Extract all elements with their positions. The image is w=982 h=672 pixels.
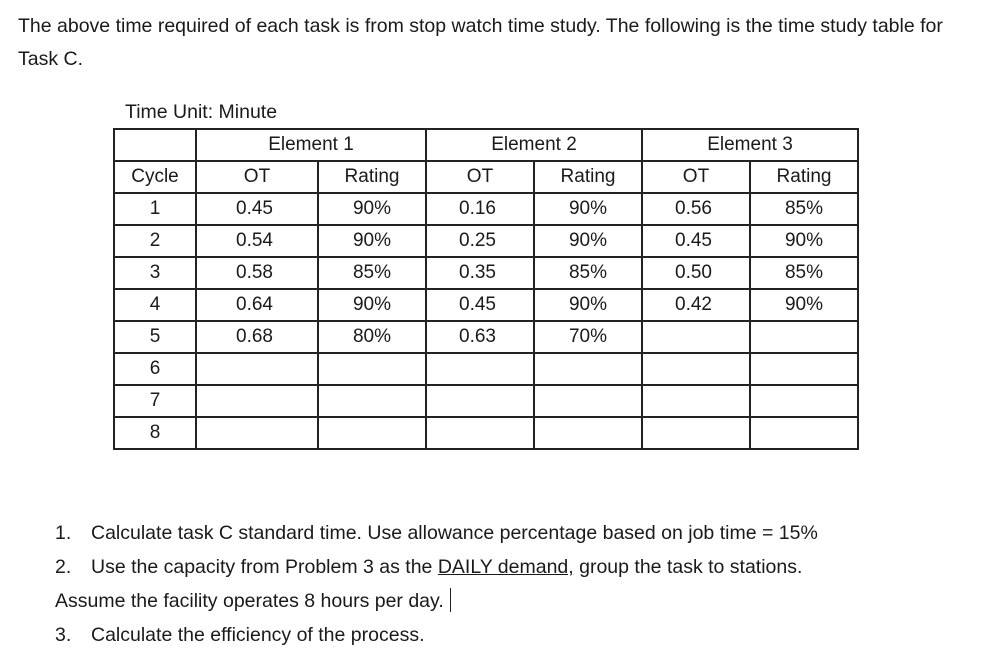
element-1-ot-cell [196, 353, 318, 385]
element-2-rating-cell [534, 385, 642, 417]
element-1-ot-cell: 0.64 [196, 289, 318, 321]
element-3-ot-cell [642, 353, 750, 385]
table-row [114, 257, 858, 289]
element-1-rating-cell: 90% [318, 193, 426, 225]
question-text: Calculate the efficiency of the process. [91, 624, 425, 646]
element-2-ot-cell [426, 385, 534, 417]
table-row [114, 289, 858, 321]
element-3-header: Element 3 [642, 129, 858, 161]
element-1-rating-header: Rating [318, 161, 426, 193]
element-2-ot-cell: 0.16 [426, 193, 534, 225]
element-1-rating-cell: 80% [318, 321, 426, 353]
table-row [114, 321, 858, 353]
element-1-ot-header: OT [196, 161, 318, 193]
element-2-ot-cell: 0.35 [426, 257, 534, 289]
element-3-rating-cell: 90% [750, 289, 858, 321]
cycle-cell: 5 [114, 321, 196, 353]
question-text: Calculate task C standard time. Use allowance percentage based on job time = 15% [91, 522, 818, 544]
cycle-cell: 2 [114, 225, 196, 257]
element-1-ot-cell [196, 385, 318, 417]
text-cursor [450, 588, 451, 612]
element-3-rating-header: Rating [750, 161, 858, 193]
element-2-ot-header: OT [426, 161, 534, 193]
element-3-rating-cell: 85% [750, 257, 858, 289]
element-2-rating-cell: 90% [534, 289, 642, 321]
question-2 [55, 550, 955, 584]
element-1-rating-cell: 90% [318, 289, 426, 321]
table-row [114, 417, 858, 449]
intro-paragraph: The above time required of each task is from stop watch time study. The following is the time study table for Task C. [18, 15, 943, 70]
element-2-ot-cell [426, 417, 534, 449]
question-number: 2. [55, 556, 72, 578]
cycle-cell: 4 [114, 289, 196, 321]
element-1-rating-cell [318, 417, 426, 449]
element-2-ot-cell: 0.45 [426, 289, 534, 321]
element-2-header: Element 2 [426, 129, 642, 161]
cycle-cell: 6 [114, 353, 196, 385]
element-3-ot-cell: 0.45 [642, 225, 750, 257]
element-3-ot-cell: 0.56 [642, 193, 750, 225]
cycle-cell: 1 [114, 193, 196, 225]
table-row [114, 353, 858, 385]
time-study-table [113, 128, 859, 450]
element-3-ot-cell [642, 321, 750, 353]
question-1 [55, 516, 955, 550]
element-2-ot-cell: 0.25 [426, 225, 534, 257]
empty-corner-cell [114, 129, 196, 161]
question-text: Use the capacity from Problem 3 as the [91, 556, 438, 578]
time-unit-label: Time Unit: Minute [125, 101, 278, 123]
element-2-rating-cell: 70% [534, 321, 642, 353]
element-1-rating-cell: 85% [318, 257, 426, 289]
table-row [114, 385, 858, 417]
element-1-ot-cell: 0.58 [196, 257, 318, 289]
element-3-ot-header: OT [642, 161, 750, 193]
element-3-ot-cell: 0.50 [642, 257, 750, 289]
table-row [114, 225, 858, 257]
element-2-ot-cell [426, 353, 534, 385]
element-3-rating-cell [750, 417, 858, 449]
element-1-header: Element 1 [196, 129, 426, 161]
element-1-ot-cell: 0.68 [196, 321, 318, 353]
table-row [114, 193, 858, 225]
element-3-ot-cell [642, 385, 750, 417]
column-header-row [114, 161, 858, 193]
question-number: 3. [55, 624, 72, 646]
element-1-rating-cell [318, 385, 426, 417]
element-2-rating-cell: 85% [534, 257, 642, 289]
element-1-rating-cell [318, 353, 426, 385]
element-header-row [114, 129, 858, 161]
question-number: 1. [55, 522, 72, 544]
cycle-cell: 8 [114, 417, 196, 449]
element-2-rating-cell [534, 417, 642, 449]
cycle-cell: 3 [114, 257, 196, 289]
element-2-rating-cell: 90% [534, 193, 642, 225]
element-3-rating-cell [750, 321, 858, 353]
element-1-ot-cell: 0.54 [196, 225, 318, 257]
element-2-ot-cell: 0.63 [426, 321, 534, 353]
element-2-rating-cell [534, 353, 642, 385]
element-1-ot-cell: 0.45 [196, 193, 318, 225]
cycle-header: Cycle [114, 161, 196, 193]
element-3-rating-cell [750, 385, 858, 417]
element-1-ot-cell [196, 417, 318, 449]
question-text-end: group the task to stations. [573, 556, 803, 578]
question-3 [55, 618, 955, 652]
question-2-continuation [55, 584, 955, 618]
cycle-cell: 7 [114, 385, 196, 417]
question-text: Assume the facility operates 8 hours per day. [55, 590, 444, 612]
underlined-text: DAILY demand, [437, 556, 574, 578]
element-3-ot-cell [642, 417, 750, 449]
element-3-ot-cell: 0.42 [642, 289, 750, 321]
element-1-rating-cell: 90% [318, 225, 426, 257]
element-2-rating-header: Rating [534, 161, 642, 193]
element-3-rating-cell: 90% [750, 225, 858, 257]
element-3-rating-cell: 85% [750, 193, 858, 225]
element-2-rating-cell: 90% [534, 225, 642, 257]
element-3-rating-cell [750, 353, 858, 385]
